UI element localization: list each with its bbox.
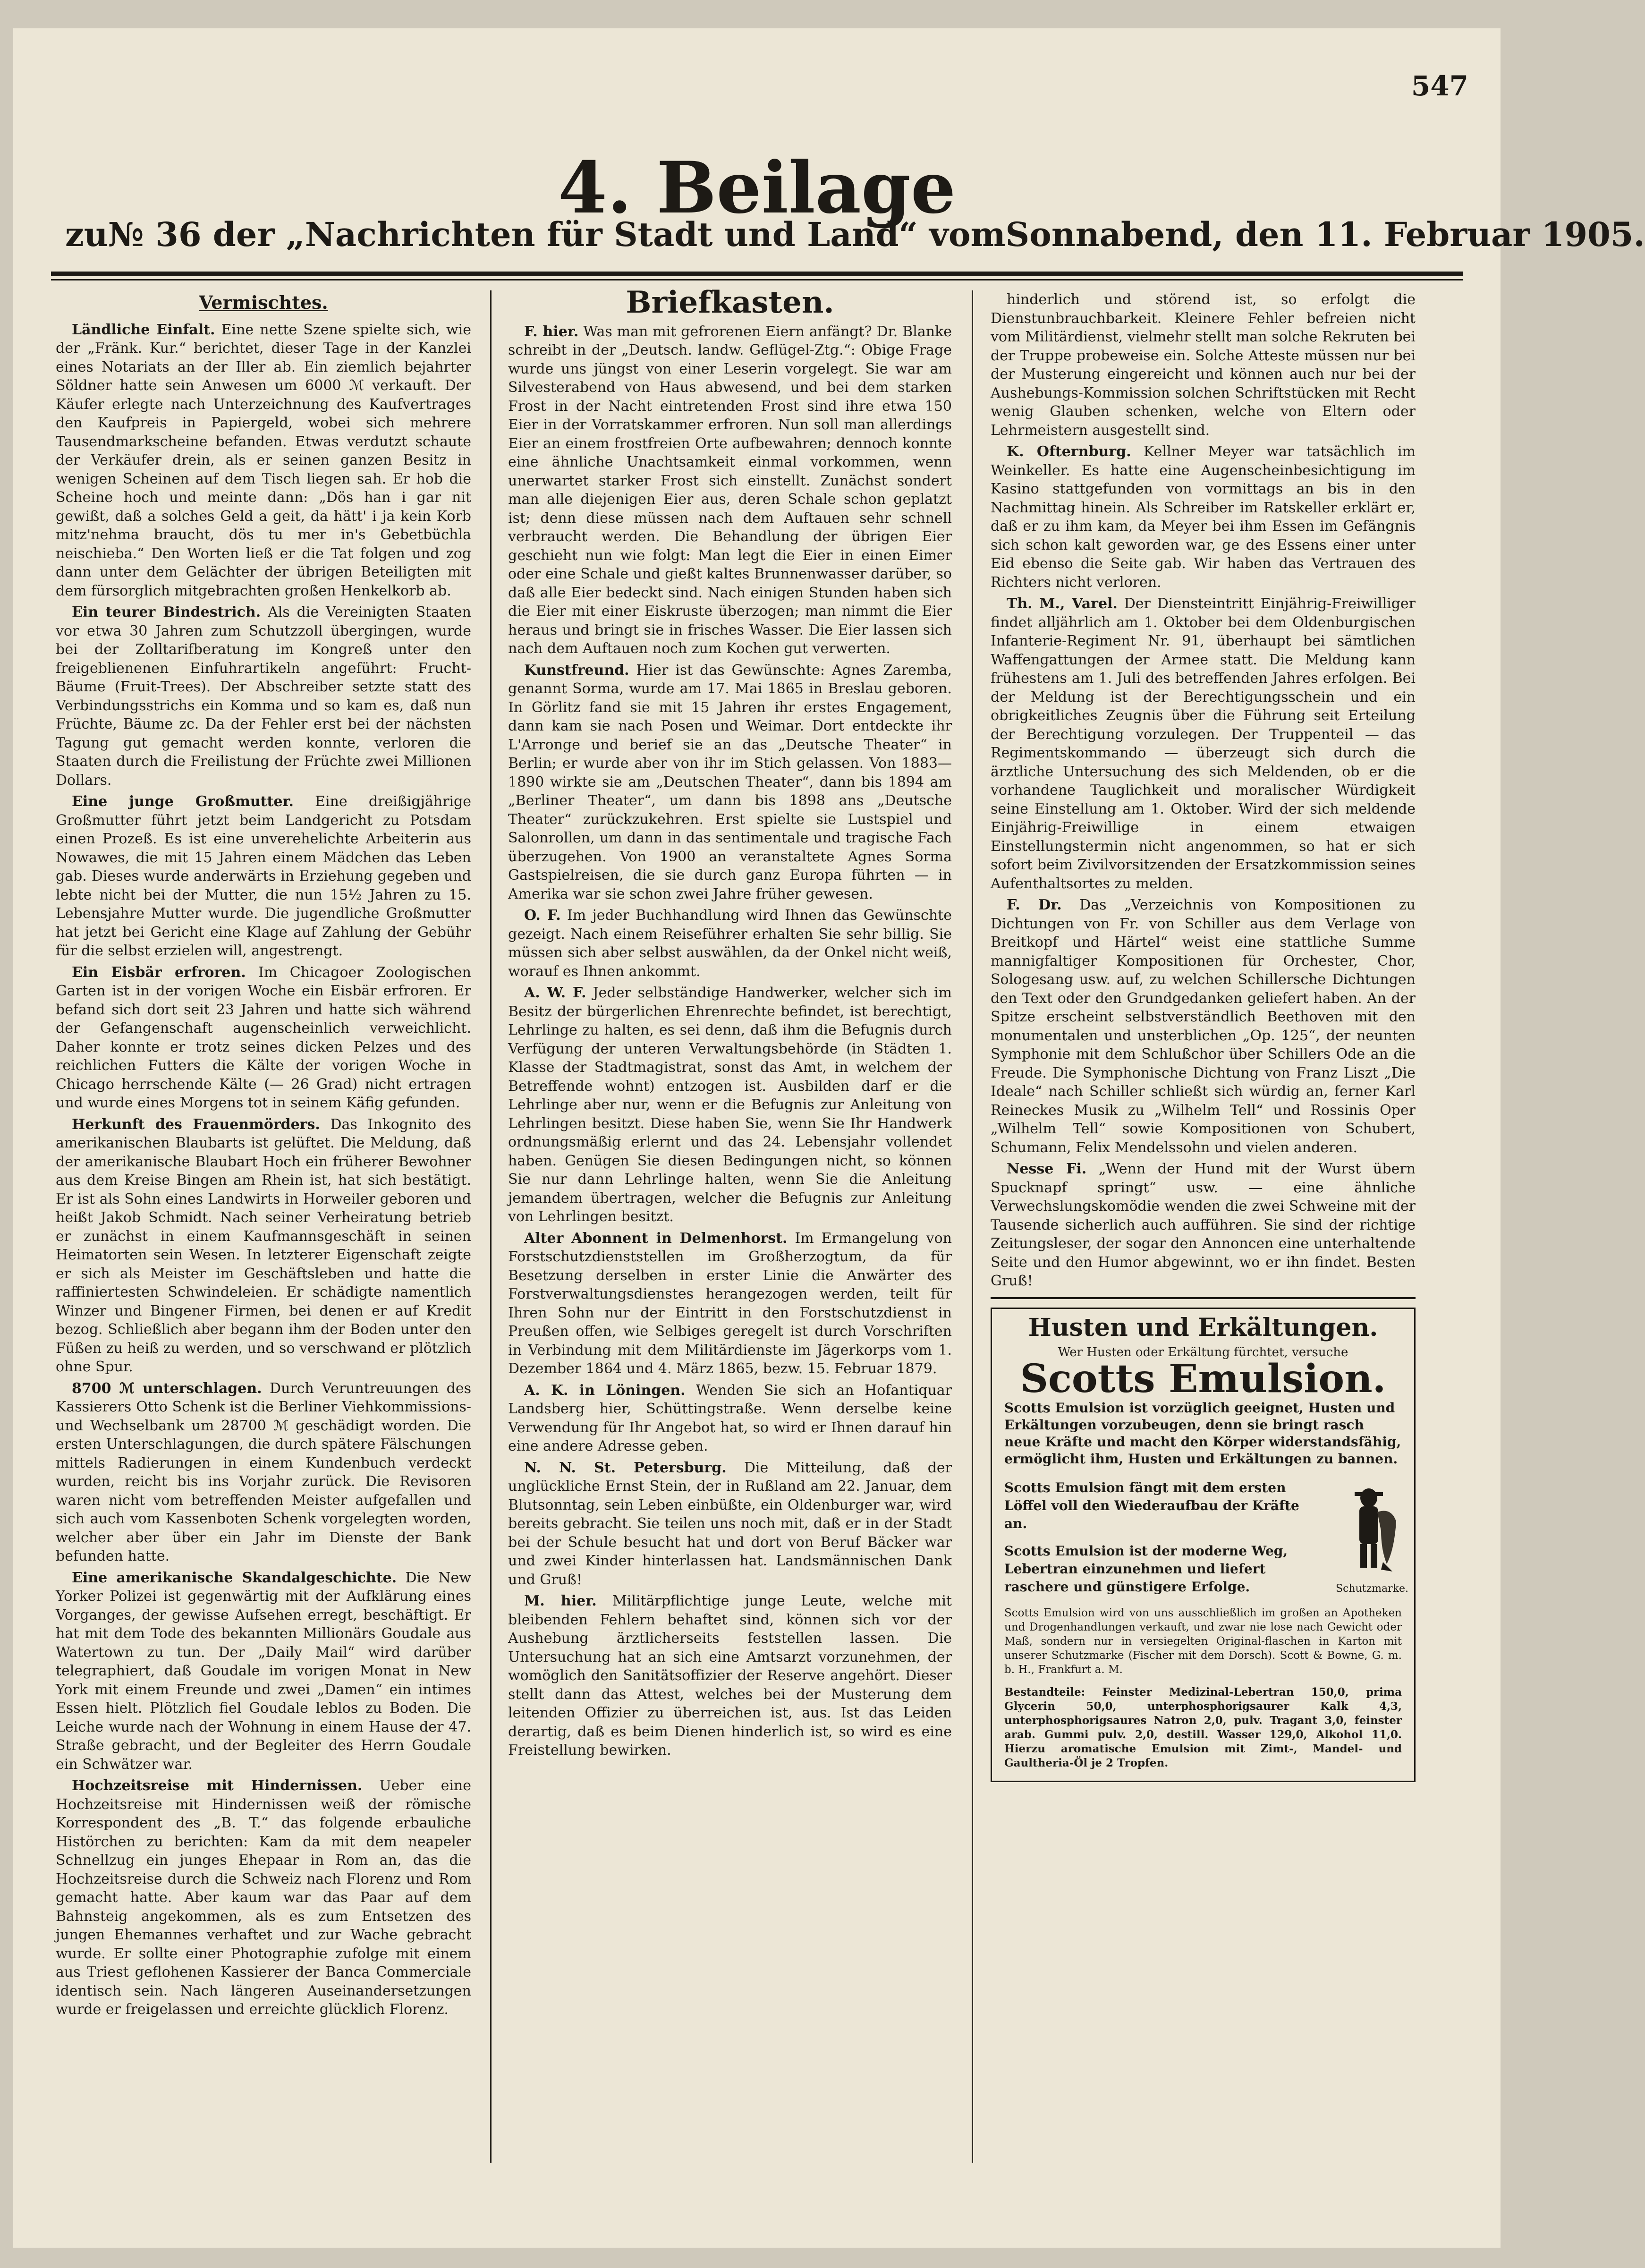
article-lead: F. hier. bbox=[524, 323, 579, 340]
article-lead: M. hier. bbox=[524, 1593, 597, 1609]
article bbox=[56, 321, 471, 601]
article bbox=[508, 906, 952, 981]
article-lead: Ein teurer Bindestrich. bbox=[72, 604, 261, 620]
article-text: Was man mit gefrorenen Eiern anfängt? Dr. Blanke schreibt in der „Deutsch. landw. Geflügel-Ztg.“: Obige Frage wurde uns jüngst von einer Leserin vorgelegt. Sie war am Silvesterabend von Haus abwesend, und bei dem starken Frost in der Nacht eintretenden Frost sind ihre etwa 150 Eier in der Vorratskammer erfroren. Nun soll man allerdings Eier an einem frostfreien Orte aufbewahren; dennoch konnte eine ähnliche Unachtsamkeit einmal vorkommen, wenn unerwartet starker Frost sich einstellt. Zunächst sondert man alle diejenigen Eier aus, deren Schale schon geplatzt ist; denn diese müssen nach dem Auftauen sehr schnell verbraucht werden. Die Behandlung der übrigen Eier geschieht nun wie folgt: Man legt die Eier in einen Eimer oder eine Schale und gießt kaltes Brunnenwasser darüber, so daß alle Eier bedeckt sind. Nach einigen Stunden haben sich die Eier mit einer Eiskruste überzogen; man nimmt die Eier heraus und bringt sie in frisches Wasser. Die Eier lassen sich nach dem Auftauen noch zum Kochen gut verwerten. bbox=[508, 323, 952, 657]
article-text: Die New Yorker Polizei ist gegenwärtig mit der Aufklärung eines Vorganges, der gewisse Aufsehen erregt, beschäftigt. Er hat mit dem Tode des bekannten Millionärs Goudale aus Watertown zu tun. Der „Daily Mail“ wird darüber telegraphiert, daß Goudale im vorigen Monat in New York mit einem Freunde und zwei „Damen“ ein intimes Essen hielt. Plötzlich fiel Goudale leblos zu Boden. Die Leiche wurde nach der Wohnung in einem Hause der 47. Straße gebracht, und der Begleiter des Herrn Goudale ein Schwätzer war. bbox=[56, 1569, 471, 1773]
article bbox=[508, 1381, 952, 1456]
article bbox=[991, 290, 1416, 440]
column-letterbox bbox=[508, 285, 952, 2177]
issue-number: № 36 der „Nachrichten für Stadt und Land“ vom bbox=[108, 215, 1006, 254]
article-text: Als die Vereinigten Staaten vor etwa 30 Jahren zum Schutzzoll übergingen, wurde bei der Zolltarifberatung im Kongreß unter den freigeblienenen Einfuhrartikeln angeführt: Frucht-Bäume (Fruit-Trees). Der Abschreiber setzte statt des Verbindungsstrichs ein Komma und so kam es, daß nun Früchte, Bäume zc. Da der Fehler erst bei der nächsten Tagung gut gemacht werden konnte, verloren die Staaten durch die Freilistung der Früchte zwei Millionen Dollars. bbox=[56, 604, 471, 789]
article bbox=[508, 1229, 952, 1378]
ad-box-line: Scotts Emulsion ist der moderne Weg, Lebertran einzunehmen und liefert raschere und günstigere Erfolge. bbox=[1004, 1543, 1288, 1595]
fisherman-with-cod-icon bbox=[1336, 1479, 1402, 1573]
section-heading: Vermischtes. bbox=[199, 292, 328, 313]
trademark-label: Schutzmarke. bbox=[1336, 1582, 1408, 1595]
article-lead: Th. M., Varel. bbox=[1007, 595, 1118, 612]
masthead-rule bbox=[51, 272, 1463, 276]
article bbox=[56, 792, 471, 960]
article-lead: A. W. F. bbox=[524, 985, 586, 1001]
article-lead: Nesse Fi. bbox=[1007, 1161, 1087, 1177]
article-lead: O. F. bbox=[524, 907, 561, 924]
column-miscellany bbox=[56, 290, 471, 2177]
article-text: Der Diensteintritt Einjährig-Freiwilliger findet alljährlich am 1. Oktober bei dem Oldenburgischen Infanterie-Regiment Nr. 91, überhaupt bei sämtlichen Waffengattungen der Armee statt. Die Meldung kann frühestens am 1. Juli des betreffenden Jahres erfolgen. Bei der Meldung ist der Berechtigungsschein und ein obrigkeitliches Zeugnis über die Führung seit Erteilung der Berechtigung vorzulegen. Der Truppenteil — das Regimentskommando — überzeugt sich durch die ärztliche Untersuchung des sich Meldenden, ob er die vorhandene Tauglichkeit und moralischer Würdigkeit seine Einstellung am 1. Oktober. Wird der sich meldende Einjährig-Freiwillige in einem etwaigen Einstellungstermin nicht angenommen, so hat er sich sofort beim Zivilvorsitzenden der Ersatzkommission seines Aufenthaltsortes zu melden. bbox=[991, 595, 1416, 892]
article-text: Kellner Meyer war tatsächlich im Weinkeller. Es hatte eine Augenscheinbesichtigung im Kasino stattgefunden von vormittags an bis in den Nachmittag hinein. Als Schreiber im Ratskeller erklärt er, daß er zu ihm kam, da Meyer bei ihm Essen im Gefängnis sich schon kalt geworden war, ge des Essens einer unter Eid ebenso die Seite gab. Wir haben das Vertrauen des Richters nicht verloren. bbox=[991, 443, 1416, 591]
article-lead: N. N. St. Petersburg. bbox=[524, 1459, 727, 1476]
masthead-rule-thin bbox=[51, 279, 1463, 280]
ad-headline: Husten und Erkältungen. bbox=[1028, 1313, 1378, 1342]
ad-fine-print: Scotts Emulsion wird von uns ausschließlich im großen an Apotheken und Drogenhandlungen verkauft, und zwar nie lose nach Gewicht oder Maß, sondern nur in versiegelten Original-flaschen in Karton mit unserer Schutzmarke (Fischer mit dem Dorsch). Scott & Bowne, G. m. b. H., Frankfurt a. M. bbox=[1004, 1606, 1402, 1676]
article-text: Im Ermangelung von Forstschutzdienststellen im Großherzogtum, da für Besetzung derselben in erster Linie die Anwärter des Forstverwaltungsdienstes herangezogen werden, teilt für Ihren Sohn nur der Eintritt in den Forstschutzdienst in Preußen offen, wie Selbiges geregelt ist durch Vorschriften in Verbindung mit dem Militärdienste im Jägerkorps vom 1. Dezember 1864 und 4. März 1865, bezw. 15. Februar 1879. bbox=[508, 1230, 952, 1377]
article-lead: 8700 ℳ unterschlagen. bbox=[72, 1380, 262, 1397]
article-lead: Ländliche Einfalt. bbox=[72, 321, 215, 338]
article-list bbox=[56, 321, 471, 2019]
section-heading: Briefkasten. bbox=[626, 285, 834, 320]
article bbox=[56, 963, 471, 1113]
article bbox=[991, 1160, 1416, 1291]
article-lead: Ein Eisbär erfroren. bbox=[72, 964, 246, 981]
ad-brand-name: Scotts Emulsion. bbox=[1020, 1356, 1386, 1402]
article bbox=[56, 1379, 471, 1566]
article-text: Das „Verzeichnis von Kompositionen zu Dichtungen von Fr. von Schiller aus dem Verlage von Breitkopf und Härtel“ weist eine stattliche Summe mannigfaltiger Kompositionen für Orchester, Chor, Sologesang usw. auf, zu welchen Schillersche Dichtungen den Text oder den Grundgedanken geliefert haben. An der Spitze erscheint selbstverständlich Beethoven mit den monumentalen und unsterblichen „Op. 125“, der neunten Symphonie mit dem Schlußchor über Schillers Ode an die Freude. Die Symphonische Dichtung von Franz Liszt „Die Ideale“ nach Schiller schließt sich würdig an, ferner Karl Reineckes Musik zu „Wilhelm Tell“ und Rossinis Oper „Wilhelm Tell“ sowie Kompositionen von Schubert, Schumann, Felix Mendelssohn und vielen anderen. bbox=[991, 897, 1416, 1156]
article-text: Eine dreißigjährige Großmutter führt jetzt beim Landgericht zu Potsdam einen Prozeß. Es ist eine unverehelichte Arbeiterin aus Nowawes, die mit 15 Jahren einem Mädchen das Leben gab. Dieses wurde anderwärts in Erziehung gegeben und lebte nicht bei der Mutter, die nun 15½ Jahren zu 15. Lebensjahre Mutter wurde. Die jugendliche Großmutter hat jetzt bei Gericht eine Klage auf Zahlung der Gebühr für die selbst erzielen will, angestrengt. bbox=[56, 793, 471, 959]
column-divider bbox=[972, 290, 973, 2163]
ad-ingredients: Bestandteile: Feinster Medizinal-Lebertran 150,0, prima Glycerin 50,0, unterphosphorigsaurer Kalk 4,3, unterphosphorigsaures Natron 2,0, pulv. Tragant 3,0, feinster arab. Gummi pulv. 2,0, destill. Wasser 129,0, Alkohol 11,0. Hierzu aromatische Emulsion mit Zimt-, Mandel- und Gaultheria-Öl je 2 Tropfen. bbox=[1004, 1685, 1402, 1769]
article bbox=[991, 896, 1416, 1157]
issue-date: Sonnabend, den 11. Februar 1905. bbox=[1005, 215, 1645, 254]
issue-line bbox=[65, 215, 1645, 254]
article-text: Die Mitteilung, daß der unglückliche Ernst Stein, der in Rußland am 22. Januar, dem Blutsonntag, sein Leben einbüßte, ein Oldenburger war, wird bereits gebracht. Sie teilen uns noch mit, daß er in der Stadt bei der Schule besucht hat und dort von Beruf Bäcker war und zwei Kinder hinterlassen hat. Landsmännischen Dank und Gruß! bbox=[508, 1459, 952, 1588]
article-text: Militärpflichtige junge Leute, welche mit bleibenden Fehlern behaftet sind, können sich vor der Aushebung ärztlicherseits feststellen lassen. Die Untersuchung hat an sich eine Amtsarzt vorzunehmen, der womöglich den Sanitätsoffizier der Reserve angehört. Dieser stellt dann das Attest, welches bei der Musterung dem leitenden Offizier zu überreichen ist, aus. Ist das Leiden derartig, daß es beim Dienen hinderlich ist, so wird es eine Freistellung bewirken. bbox=[508, 1593, 952, 1758]
article-text: Hier ist das Gewünschte: Agnes Zaremba, genannt Sorma, wurde am 17. Mai 1865 in Breslau geboren. In Görlitz fand sie mit 15 Jahren ihr erstes Engagement, dann kam sie nach Posen und Weimar. Dort entdeckte ihr L'Arronge und berief sie an das „Deutsche Theater“ in Berlin; er wurde aber von ihr im Stich gelassen. Von 1883—1890 wirkte sie am „Deutschen Theater“, dann bis 1894 am „Berliner Theater“, um dann bis 1898 ans „Deutsche Theater“ zurückzukehren. Erst spielte sie Lustspiel und Salonrollen, um dann in das sentimentale und tragische Fach überzugehen. Von 1900 an veranstaltete Agnes Sorma Gastspielreisen, die sie durch ganz Europa führten — in Amerika war sie schon zwei Jahre früher gewesen. bbox=[508, 662, 952, 902]
ad-box bbox=[1004, 1479, 1408, 1597]
article-text: Jeder selbständige Handwerker, welcher sich im Besitz der bürgerlichen Ehrenrechte befindet, ist berechtigt, Lehrlinge zu halten, es sei denn, daß ihm die Befugnis durch Verfügung der unteren Verwaltungsbehörde (in Städten 1. Klasse der Stadtmagistrat, sonst das Amt, in welchem der Betreffende wohnt) entzogen ist. Ausbilden darf er die Lehrlinge aber nur, wenn er die Befugnis zur Anleitung von Lehrlingen besitzt. Diese haben Sie, wenn Sie Ihr Handwerk ordnungsmäßig erlernt und das 24. Lebensjahr vollendet haben. Genügen Sie diesen Bedingungen nicht, so können Sie nur dann Lehrlinge halten, wenn Sie die Anleitung jemandem übertragen, welcher die Befugnis zur Anleitung von Lehrlingen besitzt. bbox=[508, 985, 952, 1225]
article-lead: Eine junge Großmutter. bbox=[72, 793, 294, 810]
article bbox=[56, 603, 471, 790]
issue-prefix: zu bbox=[65, 215, 108, 254]
page-number: 547 bbox=[1411, 70, 1468, 102]
article bbox=[56, 1569, 471, 1774]
article-text: „Wenn der Hund mit der Wurst übern Spucknapf springt“ usw. — eine ähnliche Verwechslungskomödie wenden die zwei Schweine mit der Tausende sicherlich auch aufführen. Sie sind der richtige Zeitungsleser, der sogar den Annoncen eine unterhaltende Seite und den Humor abgewinnt, wo er ihn findet. Besten Gruß! bbox=[991, 1161, 1416, 1289]
trademark bbox=[1336, 1479, 1408, 1597]
article-text: Ueber eine Hochzeitsreise mit Hindernissen weiß der römische Korrespondent des „B. T.“ das folgende erbauliche Histörchen zu berichten: Kam da mit dem neapeler Schnellzug ein junges Ehepaar in Rom an, das die Hochzeitsreise durch die Schweiz nach Florenz und Rom gemacht hatte. Aber kaum war das Paar auf dem Bahnsteig angekommen, als es zum Entsetzen des jungen Ehemannes verhaftet und zur Wache gebracht wurde. Er sollte einer Photographie zufolge mit einem aus Triest geflohenen Kassierer der Banca Commerciale identisch sein. Nach längeren Auseinandersetzungen wurde er freigelassen und erreichte glücklich Florenz. bbox=[56, 1777, 472, 2018]
article-lead: K. Ofternburg. bbox=[1007, 443, 1131, 460]
article-text: Wenden Sie sich an Hofantiquar Landsberg hier, Schüttingstraße. Wenn derselbe keine Verwendung für Ihr Angebot hat, so wird er Ihnen darauf hin eine andere Adresse geben. bbox=[508, 1382, 952, 1454]
article bbox=[508, 661, 952, 904]
article-text: Durch Veruntreuungen des Kassierers Otto Schenk ist die Berliner Viehkommissions- und Wechselbank um 28700 ℳ geschädigt worden. Die ersten Unterschlagungen, die durch spätere Fälschungen mittels Radierungen in einem Kundenbuch verdeckt wurden, reicht bis ins Vorjahr zurück. Die Revisoren waren nicht vom betreffenden Meister aufgefallen und sich auch vom Kassenboten Schenk vorgelegten worden, welcher aber über ein Jahr im Dienste der Bank befunden hatte. bbox=[56, 1380, 471, 1564]
article-lead: Herkunft des Frauenmörders. bbox=[72, 1116, 320, 1133]
supplement-title: 4. Beilage bbox=[558, 146, 956, 229]
ad-box-line: Scotts Emulsion fängt mit dem ersten Löffel voll den Wiederaufbau der Kräfte an. bbox=[1004, 1479, 1299, 1531]
advertisement-rule bbox=[991, 1297, 1416, 1299]
column-divider bbox=[490, 290, 492, 2163]
article-text: Im jeder Buchhandlung wird Ihnen das Gewünschte gezeigt. Nach einem Reiseführer erhalten Sie sehr billig. Sie müssen sich aber selbst auswählen, da der Onkel nicht weiß, worauf es Ihnen ankommt. bbox=[508, 907, 952, 980]
article-text: Das Inkognito des amerikanischen Blaubarts ist gelüftet. Die Meldung, daß der amerikanische Blaubart Hoch ein früherer Bewohner aus dem Kreise Bingen am Rhein ist, hat sich bestätigt. Er ist als Sohn eines Landwirts in Horweiler geboren und heißt Jakob Schmidt. Nach seiner Verheiratung betrieb er zunächst in einem Kaufmannsgeschäft in seinen Heimatorten sein Wesen. In letzterer Eigenschaft zeigte er sich als Meister im Geschäftsleben und hatte die raffiniertesten Schwindeleien. Er schädigte namentlich Winzer und Bingener Firmen, bei denen er auf Kredit bezog. Schließlich aber begann ihm der Boden unter den Füßen zu heiß zu werden, und so verschwand er plötzlich ohne Spur. bbox=[56, 1116, 471, 1375]
article-lead: Kunstfreund. bbox=[524, 662, 629, 679]
ad-claim: Scotts Emulsion ist vorzüglich geeignet, Husten und Erkältungen vorzubeugen, denn sie bringt rasch neue Kräfte und macht den Körper widerstandsfähig, ermöglicht ihm, Husten und Erkältungen zu bannen. bbox=[1004, 1400, 1401, 1467]
article bbox=[991, 442, 1416, 592]
article-list bbox=[508, 323, 952, 1760]
article-text: hinderlich und störend ist, so erfolgt die Dienstunbrauchbarkeit. Kleinere Fehler befreien nicht vom Militärdienst, vielmehr stellt man solche Rekruten bei der Truppe probeweise ein. Solche Atteste müssen nur bei der Musterung eingereicht und können auch nur bei der Aushebungs-Kommission solchen Schriftstücken mit Recht wenig Glauben schenken, welche von Eltern oder Lehrmeistern ausgestellt sind. bbox=[991, 291, 1416, 439]
article-lead: Eine amerikanische Skandalgeschichte. bbox=[72, 1569, 397, 1586]
article-lead: F. Dr. bbox=[1007, 897, 1062, 913]
article bbox=[508, 1459, 952, 1589]
ad-box-text bbox=[1004, 1479, 1326, 1597]
article-lead: A. K. in Löningen. bbox=[524, 1382, 686, 1399]
article-lead: Alter Abonnent in Delmenhorst. bbox=[524, 1230, 788, 1247]
article bbox=[991, 595, 1416, 893]
article bbox=[508, 984, 952, 1226]
article-lead: Hochzeitsreise mit Hindernissen. bbox=[72, 1777, 363, 1794]
article-text: Eine nette Szene spielte sich, wie der „Fränk. Kur.“ berichtet, dieser Tage in der Kanzlei eines Notariats an der Iller ab. Ein ziemlich bejahrter Söldner hatte sein Anwesen um 6000 ℳ verkauft. Der Käufer erlegte nach Unterzeichnung des Kaufvertrages den Kaufpreis in Papiergeld, wobei sich mehrere Tausendmarkscheine befanden. Etwas verdutzt schaute der Verkäufer drein, als er seinen ganzen Besitz in wenigen Scheinen auf dem Tisch liegen sah. Er hob die Scheine hoch und meinte dann: „Dös han i gar nit gewißt, daß a solches Geld a geit, da hätt' i ja kein Korb mitz'nehma braucht, dös tu mer in's Gebetbüchla neischieba.“ Den Worten ließ er die Tat folgen und zog dann unter dem Gelächter der übrigen Beteiligten mit dem fürsorglich mitgebrachten großen Henkelkorb ab. bbox=[56, 321, 472, 599]
column-continued bbox=[991, 290, 1416, 2177]
article bbox=[56, 1776, 471, 2019]
article bbox=[56, 1115, 471, 1376]
ad-tagline: Wer Husten oder Erkältung fürchtet, versuche bbox=[1058, 1345, 1348, 1359]
article bbox=[508, 323, 952, 658]
newspaper-page bbox=[13, 28, 1645, 2248]
article bbox=[508, 1592, 952, 1760]
article-text: Im Chicagoer Zoologischen Garten ist in der vorigen Woche ein Eisbär erfroren. Er befand sich dort seit 23 Jahren und hatte sich während der Gefangenschaft augenscheinlich verweichlicht. Daher konnte er trotz seines dicken Pelzes und des reichlichen Futters die Kälte der vorigen Woche in Chicago herrschende Kälte (— 26 Grad) nicht ertragen und wurde eines Morgens tot in seinem Käfig gefunden. bbox=[56, 964, 471, 1111]
article-list bbox=[991, 290, 1416, 1291]
advertisement bbox=[991, 1308, 1416, 1782]
